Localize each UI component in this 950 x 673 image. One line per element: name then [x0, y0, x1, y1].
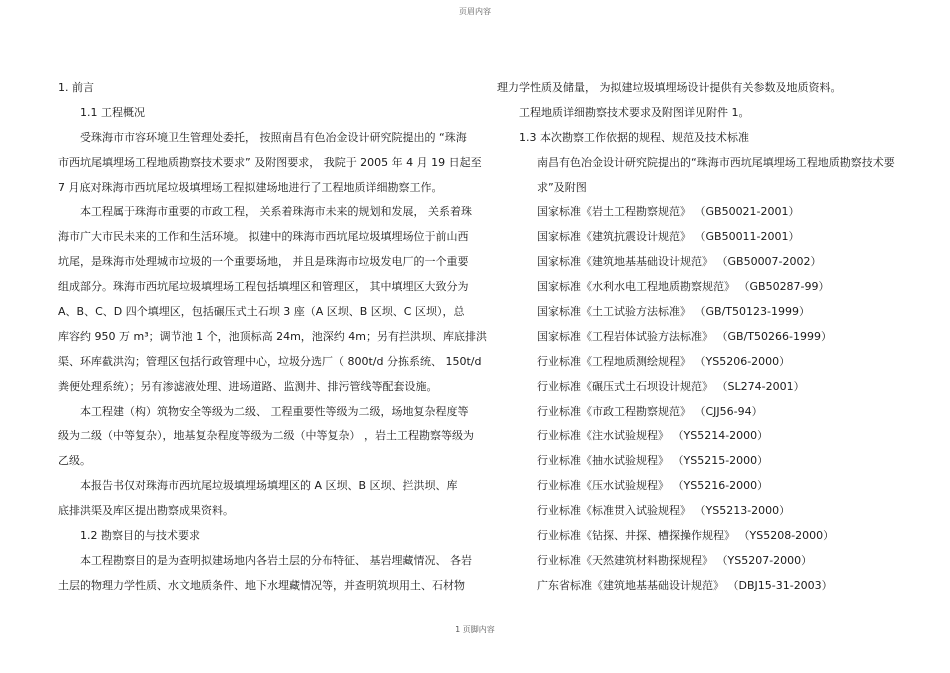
left-text-line: 7 月底对珠海市西坑尾垃圾填埋场工程拟建场地进行了工程地质详细勘察工作。: [58, 180, 443, 194]
left-text-line: 本报告书仅对珠海市西坑尾垃圾填埋场填埋区的 A 区坝、B 区坝、拦洪坝、库: [80, 479, 458, 493]
left-text-line: 渠、环库截洪沟；管理区包括行政管理中心，垃圾分选厂（ 800t/d 分拣系统、 150t/d: [58, 354, 482, 368]
left-text-line: 海市广大市民未来的工作和生活环境。 拟建中的珠海市西坑尾垃圾填埋场位于前山西: [58, 230, 469, 244]
left-text-line: 1.2 勘察目的与技术要求: [80, 529, 200, 543]
right-text-line: 1.3 本次勘察工作依据的规程、规范及技术标准: [519, 130, 749, 144]
left-text-line: 本工程建（构）筑物安全等级为二级、 工程重要性等级为二级，场地复杂程度等: [80, 404, 469, 418]
right-text-line: 求”及附图: [537, 180, 587, 194]
right-text-line: 工程地质详细勘察技术要求及附图详见附件 1。: [519, 105, 750, 119]
left-text-line: 市西坑尾填埋场工程地质勘察技术要求” 及附图要求， 我院于 2005 年 4 月 19 日起至: [58, 155, 482, 169]
right-text-line: 行业标准《市政工程勘察规范》 （CJJ56-94）: [537, 404, 763, 418]
left-text-line: 土层的物理力学性质、水文地质条件、地下水埋藏情况等，并查明筑坝用土、石材物: [58, 578, 465, 592]
right-text-line: 行业标准《钻探、井探、槽探操作规程》 （YS5208-2000）: [537, 529, 835, 543]
right-text-line: 南昌有色冶金设计研究院提出的“珠海市西坑尾填埋场工程地质勘察技术要: [537, 155, 895, 169]
left-text-line: 坑尾，是珠海市处理城市垃圾的一个重要场地， 并且是珠海市垃圾发电厂的一个重要: [58, 255, 469, 269]
right-text-line: 行业标准《注水试验规程》 （YS5214-2000）: [537, 429, 769, 443]
left-text-line: 本工程属于珠海市重要的市政工程， 关系着珠海市未来的规划和发展， 关系着珠: [80, 205, 472, 219]
left-text-line: 粪便处理系统）；另有渗滤液处理、进场道路、监测井、排污管线等配套设施。: [58, 379, 438, 393]
page-footer: 1 页脚内容: [455, 625, 495, 634]
page-header: 页眉内容: [459, 7, 491, 16]
left-text-line: 受珠海市市容环境卫生管理处委托， 按照南昌有色冶金设计研究院提出的 “珠海: [80, 130, 467, 144]
left-text-line: 乙级。: [58, 454, 91, 468]
right-text-line: 国家标准《建筑地基基础设计规范》 （GB50007-2002）: [537, 255, 822, 269]
left-text-line: 1.1 工程概况: [80, 105, 145, 119]
right-text-line: 行业标准《压水试验规程》 （YS5216-2000）: [537, 479, 769, 493]
right-text-line: 国家标准《岩土工程勘察规范》 （GB50021-2001）: [537, 205, 800, 219]
right-text-line: 国家标准《水利水电工程地质勘察规范》 （GB50287-99）: [537, 280, 830, 294]
left-text-line: 1. 前言: [58, 81, 94, 94]
left-text-line: 本工程勘察目的是为查明拟建场地内各岩土层的分布特征、 基岩埋藏情况、 各岩: [80, 553, 472, 567]
left-text-line: 级为二级（中等复杂），地基复杂程度等级为二级（中等复杂） ，岩土工程勘察等级为: [58, 429, 474, 443]
right-text-line: 行业标准《标准贯入试验规程》 （YS5213-2000）: [537, 504, 791, 518]
left-column: [58, 76, 488, 599]
right-text-line: 行业标准《碾压式土石坝设计规范》 （SL274-2001）: [537, 379, 805, 393]
left-text-line: A、B、C、D 四个填埋区，包括碾压式土石坝 3 座（A 区坝、B 区坝、C 区坝），总: [58, 305, 465, 319]
right-text-line: 行业标准《天然建筑材料勘探规程》 （YS5207-2000）: [537, 553, 813, 567]
right-text-line: 国家标准《工程岩体试验方法标准》 （GB/T50266-1999）: [537, 329, 832, 343]
left-text-line: 底排洪渠及库区提出勘察成果资料。: [58, 504, 234, 518]
right-text-line: 理力学性质及储量， 为拟建垃圾填埋场设计提供有关参数及地质资料。: [497, 81, 842, 94]
right-column: [497, 76, 895, 599]
right-text-line: 国家标准《土工试验方法标准》 （GB/T50123-1999）: [537, 305, 810, 319]
right-text-line: 行业标准《抽水试验规程》 （YS5215-2000）: [537, 454, 769, 468]
right-text-line: 广东省标准《建筑地基基础设计规范》 （DBJ15-31-2003）: [537, 578, 833, 592]
left-text-line: 组成部分。珠海市西坑尾垃圾填埋场工程包括填埋区和管理区， 其中填埋区大致分为: [58, 280, 469, 294]
right-text-line: 国家标准《建筑抗震设计规范》 （GB50011-2001）: [537, 230, 800, 244]
right-text-line: 行业标准《工程地质测绘规程》 （YS5206-2000）: [537, 354, 791, 368]
left-text-line: 库容约 950 万 m³；调节池 1 个，池顶标高 24m，池深约 4m；另有拦洪坝、库底排洪: [58, 329, 488, 343]
